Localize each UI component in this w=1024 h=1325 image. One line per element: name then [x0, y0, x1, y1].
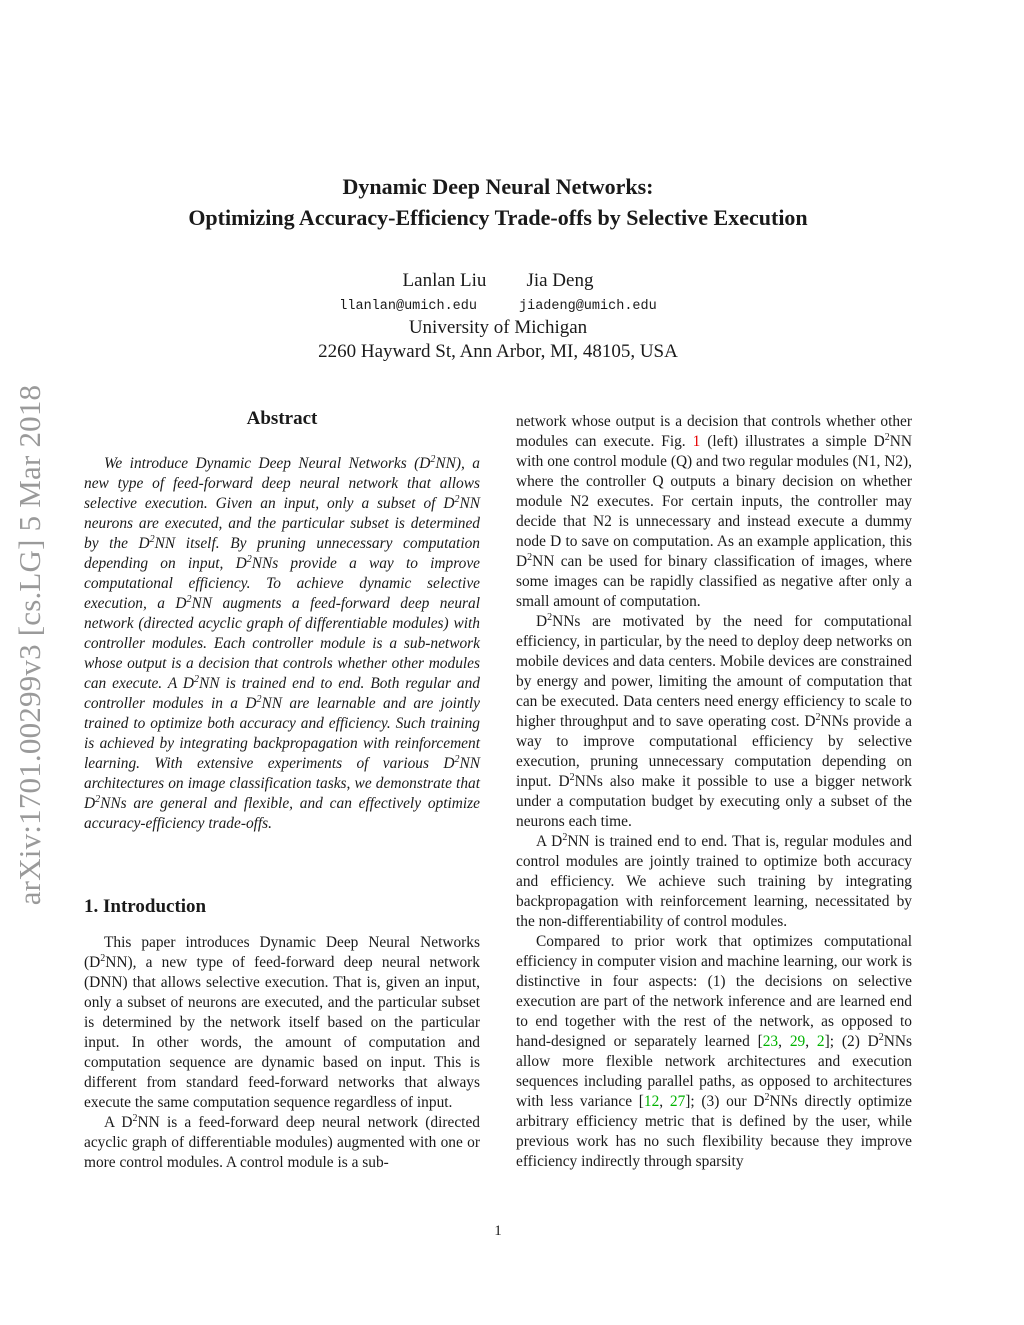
author-email[interactable]: llanlan@umich.edu — [339, 299, 477, 314]
citation-link[interactable]: 12 — [643, 1093, 660, 1110]
author-name: Lanlan Liu — [402, 270, 487, 291]
arxiv-stamp-text: arXiv:1701.00299v3 [cs.LG] 5 Mar 2018 — [12, 384, 47, 906]
author-emails — [0, 299, 996, 314]
paper-title-line-2: Optimizing Accuracy-Efficiency Trade-offs by Selective Execution — [188, 205, 808, 230]
author-names — [0, 270, 996, 292]
citation-link[interactable]: 27 — [669, 1093, 686, 1110]
page-number: 1 — [494, 1223, 502, 1239]
citation-link[interactable]: 2 — [816, 1033, 825, 1050]
right-paragraph-3: A $D^2NN$ is trained end to end. That is, regular modules and control modules are jointly trained to optimize both accuracy and efficiency. We achieve such training by integrating backpropagation with reinforcement learning, necessitated by the non-differentiability of control modules. — [516, 831, 912, 930]
abstract-heading: Abstract — [246, 408, 318, 429]
author-name: Jia Deng — [526, 270, 594, 291]
right-column-body — [516, 412, 912, 1172]
section-heading-introduction: 1. Introduction — [84, 896, 207, 917]
author-email[interactable]: jiadeng@umich.edu — [519, 299, 657, 314]
intro-paragraph-1: This paper introduces Dynamic Deep Neural Networks $(D^2NN)$, a new type of feed-forward deep neural network (DNN) that allows selective execution. That is, given an input, only a subset of neurons are executed, and the particular subset is determined by the network itself based on the particular input. In other words, the amount of computation and computation sequence are dynamic based on input. This is different from standard feed-forward networks that always execute the same computation sequence regardless of input. — [84, 934, 480, 1111]
arxiv-stamp — [0, 358, 60, 932]
right-paragraph-1: network whose output is a decision that controls whether other modules can execute. Fig. 1 (left) illustrates a simple $D^2NN$ with one control module (Q) and two regular modules (N1, N2), where the controller Q outputs a binary decision on whether module N2 executes. For certain inputs, the controller may decide that N2 is unnecessary and instead execute a dummy node D to save on computation. As an example application, this $D^2NN$ can be used for binary classification of images, where some images can be rapidly classified as negative after only a small amount of computation. — [516, 413, 913, 610]
abstract-body — [84, 454, 480, 834]
affiliation-institution: University of Michigan — [408, 317, 588, 338]
right-paragraph-2: $D^2NNs$ are motivated by the need for computational efficiency, in particular, by the need to deploy deep networks on mobile devices and data centers. Mobile devices are constrained by energy and power, limiting the amount of computation that can be executed. Data centers need energy efficiency to scale to higher throughput and to save operating cost. $D^2NNs$ provide a way to improve computational efficiency by selective execution, pruning unnecessary computation depending on input. $D^2NNs$ also make it possible to use a bigger network under a computation budget by executing only a subset of the neurons each time. — [516, 611, 912, 830]
paper-title-line-1: Dynamic Deep Neural Networks: — [342, 174, 654, 199]
citation-link[interactable]: 29 — [789, 1033, 806, 1050]
abstract-paragraph: We introduce Dynamic Deep Neural Networks $(D^2NN)$, a new type of feed-forward deep neural network that allows selective execution. Given an input, only a subset of $D^2NN$ neurons are executed, and the particular subset is determined by the $D^2NN$ itself. By pruning unnecessary computation depending on input, $D^2NNs$ provide a way to improve computational efficiency. To achieve dynamic selective execution, a $D^2NN$ augments a feed-forward deep neural network (directed acyclic graph of differentiable modules) with controller modules. Each controller module is a sub-network whose output is a decision that controls whether other modules can execute. A $D^2NN$ is trained end to end. Both regular and controller modules in a $D^2NN$ are learnable and are jointly trained to optimize both accuracy and efficiency. Such training is achieved by integrating backpropagation with reinforcement learning. With extensive experiments of various $D^2NN$ architectures on image classification tasks, we demonstrate that $D^2NNs$ are general and flexible, and can effectively optimize accuracy-efficiency trade-offs. — [84, 453, 481, 832]
intro-paragraph-2: A $D^2NN$ is a feed-forward deep neural network (directed acyclic graph of differentiable modules) augmented with one or more control modules. A control module is a sub- — [84, 1112, 480, 1171]
citation-link[interactable]: 23 — [762, 1033, 779, 1050]
affiliation-address: 2260 Hayward St, Ann Arbor, MI, 48105, USA — [318, 341, 678, 362]
right-paragraph-4: Compared to prior work that optimizes computational efficiency in computer vision and machine learning, our work is distinctive in four aspects: (1) the decisions on selective execution are part of the network inference and are learned end to end together with the rest of the network, as opposed to hand-designed or separately learned [23, 29, 2]; (2) $D^2NNs$ allow more flexible network architectures and execution sequences including parallel paths, as opposed to architectures with less variance [12, 27]; (3) our $D^2NNs$ directly optimize arbitrary efficiency metric that is defined by the user, while previous work has no such flexibility because they improve efficiency indirectly through sparsity — [516, 933, 912, 1170]
figure-ref-link[interactable]: 1 — [692, 433, 701, 450]
introduction-body — [84, 933, 480, 1173]
